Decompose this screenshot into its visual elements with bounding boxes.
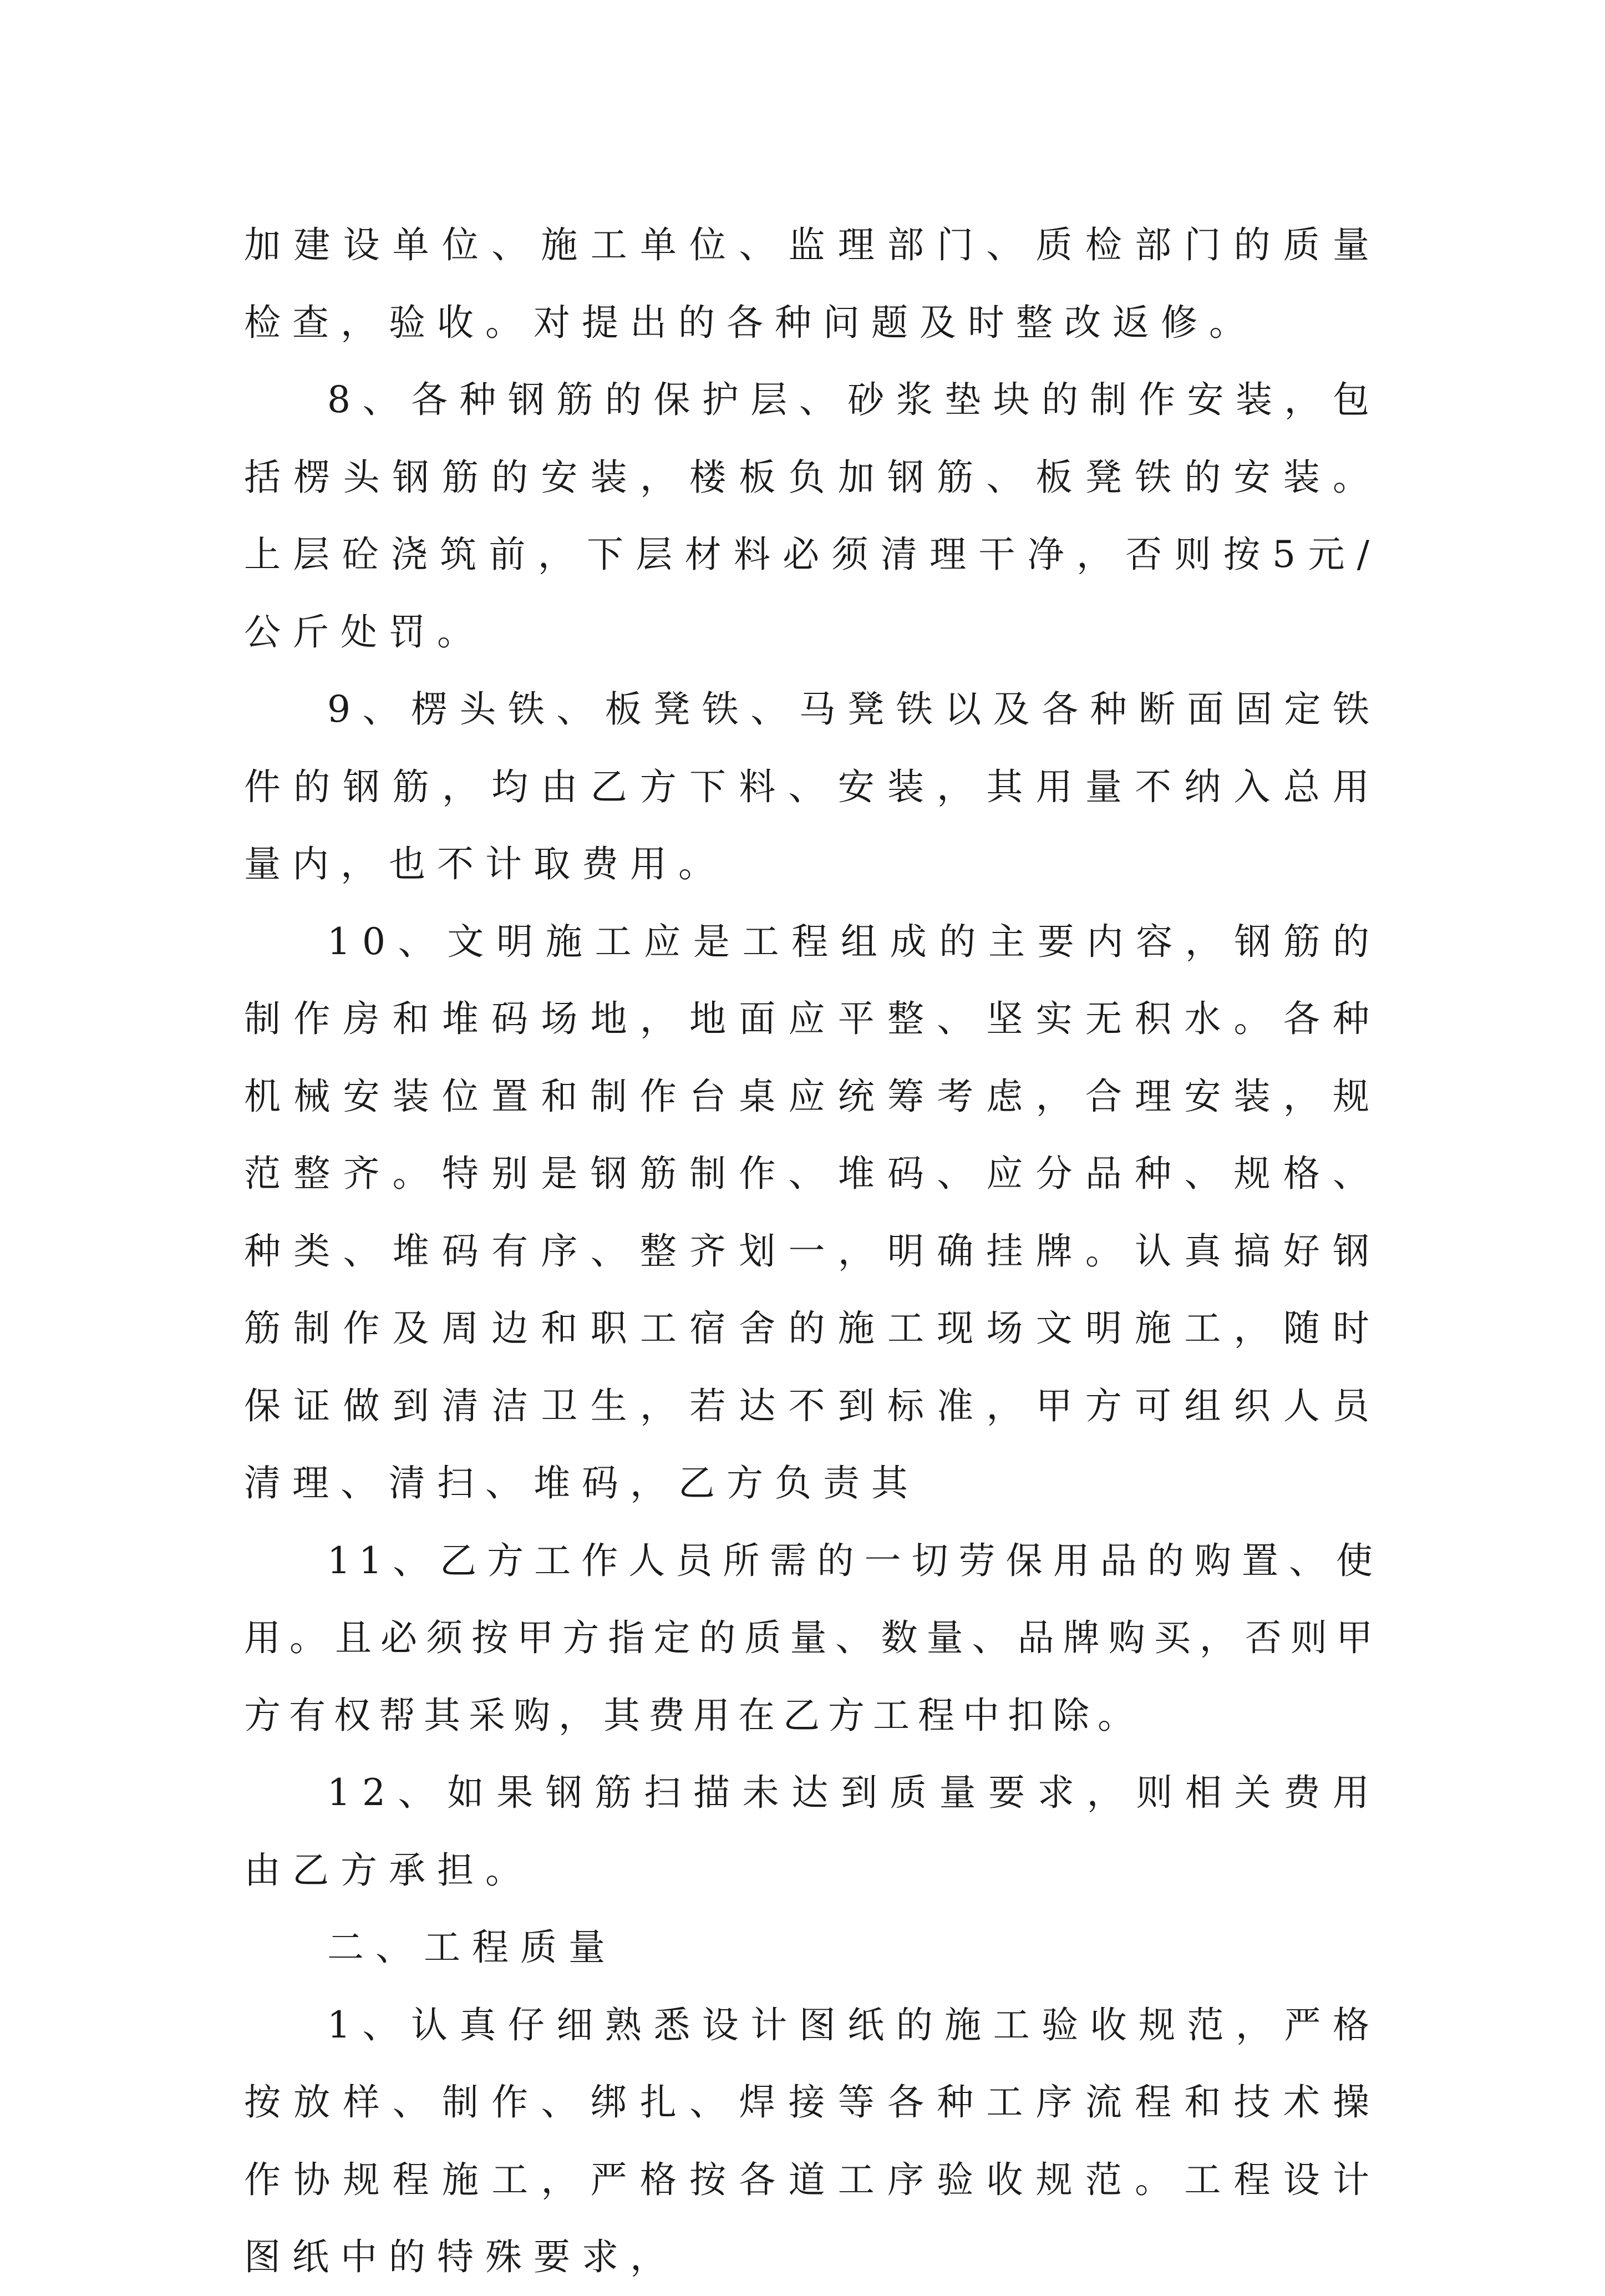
- paragraph-item-11: 11、乙方工作人员所需的一切劳保用品的购置、使用。且必须按甲方指定的质量、数量、品牌购买，否则甲方有权帮其采购，其费用在乙方工程中扣除。: [244, 1539, 1381, 1737]
- section-heading-quality: 二、工程质量: [327, 1926, 617, 1969]
- document-body: [244, 206, 1381, 2296]
- paragraph-item-9: 9、楞头铁、板凳铁、马凳铁以及各种断面固定铁件的钢筋，均由乙方下料、安装，其用量不纳入总用量内，也不计取费用。: [244, 688, 1381, 885]
- paragraph-item-10: 10、文明施工应是工程组成的主要内容，钢筋的制作房和堆码场地，地面应平整、坚实无积水。各种机械安装位置和制作台桌应统筹考虑，合理安装，规范整齐。特别是钢筋制作、堆码、应分品种、规格、种类、堆码有序、整齐划一，明确挂牌。认真搞好钢筋制作及周边和职工宿舍的施工现场文明施工，随时保证做到清洁卫生，若达不到标准，甲方可组织人员清理、清扫、堆码，乙方负责其: [244, 920, 1381, 1504]
- paragraph-item-12: 12、如果钢筋扫描未达到质量要求，则相关费用由乙方承担。: [244, 1771, 1381, 1892]
- paragraph-quality-item-1: 1、认真仔细熟悉设计图纸的施工验收规范，严格按放样、制作、绑扎、焊接等各种工序流程和技术操作协规程施工，严格按各道工序验收规范。工程设计图纸中的特殊要求，: [244, 2003, 1381, 2278]
- paragraph-item-8: 8、各种钢筋的保护层、砂浆垫块的制作安装，包括楞头钢筋的安装，楼板负加钢筋、板凳铁的安装。上层砼浇筑前，下层材料必须清理干净，否则按5元/公斤处罚。: [244, 378, 1381, 653]
- paragraph-continuation: 加建设单位、施工单位、监理部门、质检部门的质量检查，验收。对提出的各种问题及时整改返修。: [244, 224, 1381, 344]
